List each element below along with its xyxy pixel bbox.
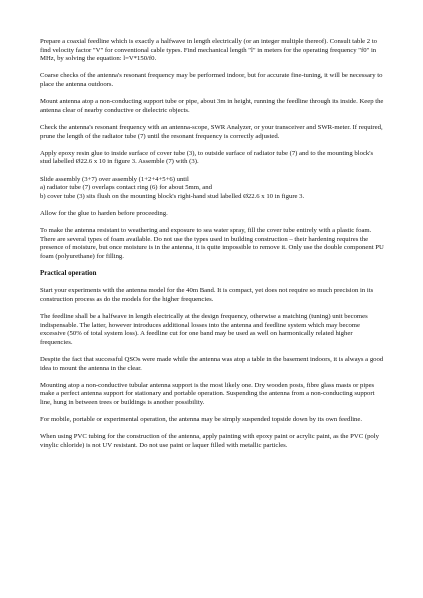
paragraph-mobile-operation: For mobile, portable or experimental operation, the antenna may be simply suspended topside down by its own feedline. — [40, 416, 363, 424]
slide-line: a) radiator tube (7) overlaps contact ring (6) for about 5mm, and — [40, 184, 212, 192]
paragraph-feedline-length: Prepare a coaxial feedline which is exactly a halfwave in length electrically (or an integer multiple thereof). Consult table 2 to find velocity factor "V" for conventional cable types. Find mechanical length "l" in meters for the operating frequency "f0" in MHz, by solving the equation: l=V*150/f0. — [40, 38, 378, 63]
paragraph-feedline-halfwave: The feedline shall be a halfwave in length electrically at the design frequency, otherwise a matching (tuning) unit becomes indispensable. The latter, however introduces additional losses into the antenna and feedline system which may become excessive (50% of total system loss). A feedline cut for one band may be used as well on harmonically related higher frequencies. — [40, 313, 368, 346]
paragraph-pvc-painting: When using PVC tubing for the construction of the antenna, apply painting with epoxy paint or acrylic paint, as the PVC (poly vinylic chloride) is not UV resistant. Do not use paint or laquer filled with metallic particles. — [40, 433, 379, 449]
paragraph-check-resonance: Check the antenna's resonant frequency with an antenna-scope, SWR Analyzer, or your transceiver and SWR-meter. If required, prune the length of the radiator tube (7) until the resonant frequency is correctly adjusted. — [40, 123, 383, 140]
paragraph-apply-epoxy: Apply epoxy resin glue to inside surface of cover tube (3), to outside surface of radiator tube (7) and to the mounting block's stud labelled Ø22.6 x 10 in figure 3. Assemble (7) with (3). — [40, 149, 374, 166]
slide-line: Slide assembly (3+7) over assembly (1+2+4+5+6) until — [40, 175, 189, 183]
paragraph-foam-fill: To make the antenna resistant to weathering and exposure to sea water spray, fill the cover tube entirely with a plastic foam. There are several types of foam available. Do not use the types used in building construction – their hardening requires the presence of moisture, but once moisture is in the antenna, it is quite impossible to remove it. Only use the double component PU foam (polyurethane) for filling. — [40, 227, 384, 260]
paragraph-glue-harden: Allow for the glue to harden before proceeding. — [40, 209, 168, 217]
paragraph-mount-antenna: Mount antenna atop a non-conducting support tube or pipe, about 3m in height, running the feedline through its inside. Keep the antenna clear of nearby conductive or dielectric objects. — [40, 98, 384, 114]
paragraph-support-options: Mounting atop a non-conductive tubular antenna support is the most likely one. Dry wooden posts, fibre glass masts or pipes make a perfect antenna support for stationary and portable operation. Suspending the antenna from a non-conducting support line, hung in between trees or buildings is another possibility. — [40, 381, 375, 406]
paragraph-mount-clear: Despite the fact that successful QSOs were made while the antenna was atop a table in the basement indoors, it is always a good idea to mount the antenna in the clear. — [40, 355, 384, 372]
paragraph-coarse-checks: Coarse checks of the antenna's resonant frequency may be performed indoor, but for accurate fine-tuning, it will be necessary to place the antenna outdoors. — [40, 72, 383, 88]
slide-assembly-block — [40, 176, 385, 202]
section-heading: Practical operation — [40, 270, 97, 278]
slide-line: b) cover tube (3) sits flush on the mounting block's right-hand stud labelled Ø22.6 x 10 in figure 3. — [40, 192, 305, 200]
paragraph-start-experiments: Start your experiments with the antenna model for the 40m Band. It is compact, yet does not require so much precision in its construction process as do the models for the higher frequencies. — [40, 287, 374, 303]
